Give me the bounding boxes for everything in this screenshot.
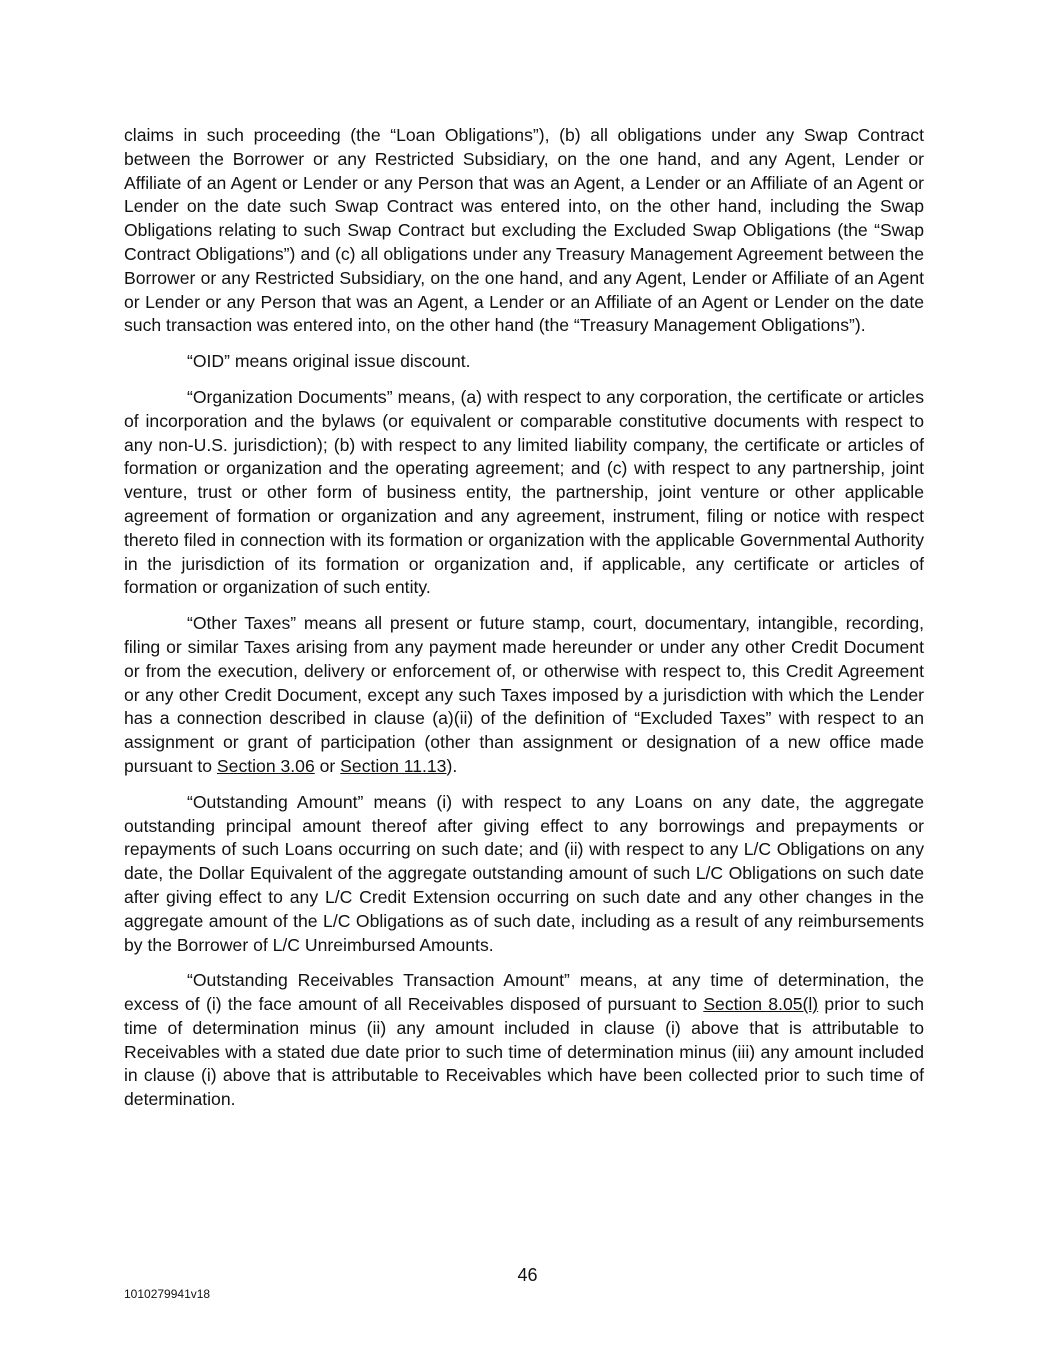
definition-organization-documents: “Organization Documents” means, (a) with respect to any corporation, the certificate or articles of incorporation and the bylaws (or equivalent or comparable constitutive documents with respect to any non-U.S. jurisdiction); (b) with respect to any limited liability company, the certificate or articles of formation or organization and the operating agreement; and (c) with respect to any partnership, joint venture, trust or other form of business entity, the partnership, joint venture or other applicable agreement of formation or organization and any agreement, instrument, filing or notice with respect thereto filed in connection with its formation or organization with the applicable Governmental Authority in the jurisdiction of its formation or organization and, if applicable, any certificate or articles of formation or organization of such entity.	[124, 386, 924, 598]
definition-other-taxes	[124, 612, 924, 779]
section-8-05-l-reference: Section 8.05(l)	[703, 994, 819, 1015]
definition-oid: “OID” means original issue discount.	[187, 351, 471, 372]
other-taxes-text-middle: or	[314, 755, 341, 776]
definition-outstanding-receivables-transaction-amount	[124, 969, 924, 1112]
receivables-text-end: prior to such time of determination minus (ii) any amount included in clause (i) above that is attributable to Receivables with a stated due date prior to such time of determination minus (iii) any amount included in clause (i) above that is attributable to Receivables which have been collected prior to such time of determination.	[124, 994, 924, 1110]
definition-outstanding-amount: “Outstanding Amount” means (i) with respect to any Loans on any date, the aggregate outstanding principal amount thereof after giving effect to any borrowings and prepayments or repayments of such Loans occurring on such date; and (ii) with respect to any L/C Obligations on any date, the Dollar Equivalent of the aggregate outstanding amount of such L/C Obligations on such date after giving effect to any L/C Credit Extension occurring on such date and any other changes in the aggregate amount of the L/C Obligations as of such date, including as a result of any reimbursements by the Borrower of L/C Unreimbursed Amounts.	[124, 791, 924, 955]
paragraph-loan-obligations-continued: claims in such proceeding (the “Loan Obligations”), (b) all obligations under any Swap Contract between the Borrower or any Restricted Subsidiary, on the one hand, and any Agent, Lender or Affiliate of an Agent or Lender or any Person that was an Agent, a Lender or an Affiliate of an Agent or Lender on the date such Swap Contract was entered into, on the other hand, including the Swap Obligations relating to such Swap Contract but excluding the Excluded Swap Obligations (the “Swap Contract Obligations”) and (c) all obligations under any Treasury Management Agreement between the Borrower or any Restricted Subsidiary, on the one hand, and any Agent, Lender or Affiliate of an Agent or Lender or any Person that was an Agent, a Lender or an Affiliate of an Agent or Lender on the date such transaction was entered into, on the other hand (the “Treasury Management Obligations”).	[124, 125, 924, 336]
other-taxes-text-end: ).	[446, 755, 458, 776]
section-3-06-reference: Section 3.06	[216, 755, 315, 776]
document-body	[124, 124, 924, 1124]
page-number: 46	[517, 1265, 538, 1285]
receivables-text: “Outstanding Receivables Transaction Amount” means, at any time of determination, the excess of (i) the face amount of all Receivables disposed of pursuant to	[124, 970, 924, 1015]
section-11-13-reference: Section 11.13	[340, 755, 447, 776]
document-id: 1010279941v18	[124, 1287, 211, 1301]
other-taxes-text: “Other Taxes” means all present or future stamp, court, documentary, intangible, recording, filing or similar Taxes arising from any payment made hereunder or under any other Credit Document or from the execution, delivery or enforcement of, or otherwise with respect to, this Credit Agreement or any other Credit Document, except any such Taxes imposed by a jurisdiction with which the Lender has a connection described in clause (a)(ii) of the definition of “Excluded Taxes” with respect to an assignment or grant of participation (other than assignment or designation of a new office made pursuant to	[124, 613, 924, 776]
